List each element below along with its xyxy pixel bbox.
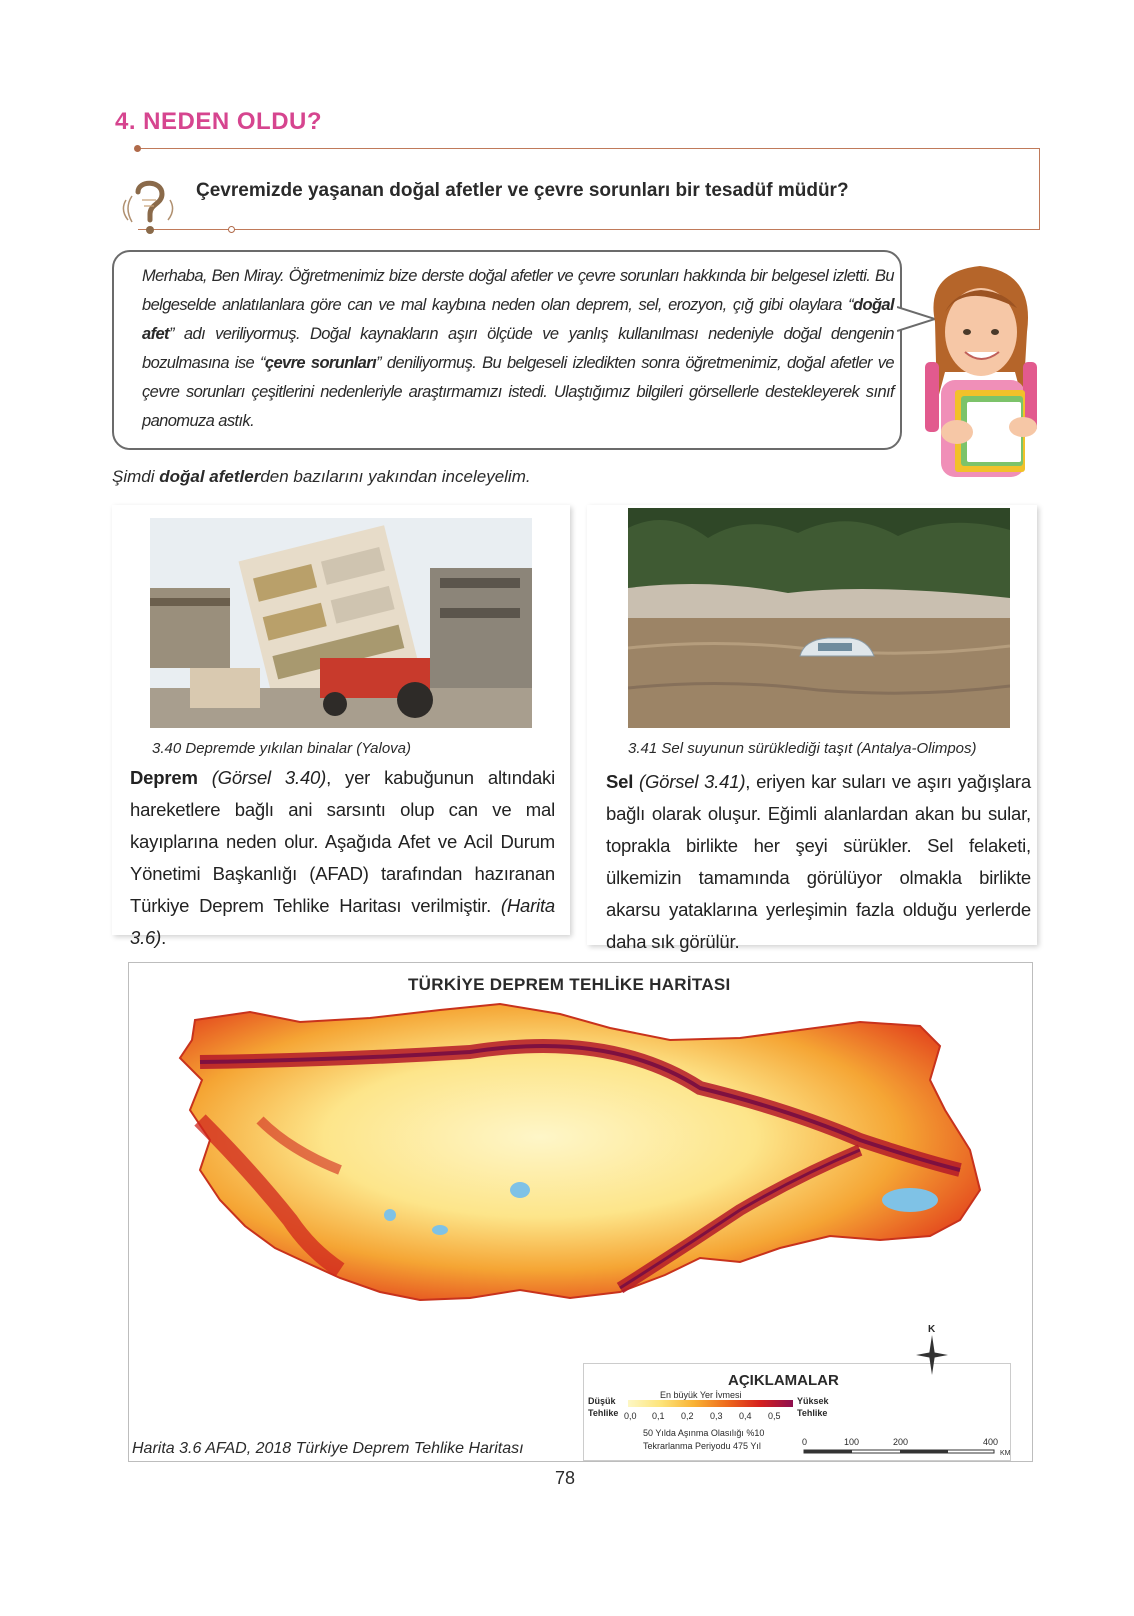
speech-part: Merhaba, Ben Miray. Öğretmenimiz bize derste doğal afetler ve çevre sorunları hakkında bir belgesel izletti. Bu belgeselde anlatılanlara göre can ve mal kaybına neden olan deprem, sel, erozyon, çığ gibi olaylara “ (142, 267, 894, 314)
earthquake-text: , yer kabuğunun altındaki hareketlere bağlı ani sarsıntı olup can ve mal kayıplarına neden olur. Aşağıda Afet ve Acil Durum Yönetimi Başkanlığı (AFAD) tarafından hazıranan Türkiye Deprem Tehlike Haritası verilmiştir. (130, 767, 555, 916)
thinking-question-icon (112, 170, 184, 242)
legend-note: 50 Yılda Aşınma Olasılığı %10 (643, 1428, 765, 1438)
legend-tick: 0,3 (710, 1411, 723, 1421)
question-text: Çevremizde yaşanan doğal afetler ve çevre sorunları bir tesadüf müdür? (196, 180, 849, 201)
section-title: 4. NEDEN OLDU? (115, 108, 323, 135)
legend-tick: 0,0 (624, 1411, 637, 1421)
page-number: 78 (555, 1468, 576, 1488)
legend-title: AÇIKLAMALAR (728, 1372, 839, 1389)
girl-illustration (905, 252, 1055, 477)
flood-photo (628, 508, 1010, 728)
box-dot (228, 226, 235, 233)
flood-caption: 3.41 Sel suyunun sürüklediği taşıt (Antalya-Olimpos) (628, 740, 977, 757)
legend-tick: 0,4 (739, 1411, 752, 1421)
legend-high: Yüksek (797, 1396, 829, 1406)
turkey-hazard-map (140, 1000, 1010, 1330)
intro-bold: doğal afetler (159, 467, 261, 486)
map-title: TÜRKİYE DEPREM TEHLİKE HARİTASI (408, 975, 731, 994)
term-natural-disaster: doğal afet (142, 296, 894, 343)
intro-part: Şimdi (112, 467, 160, 486)
scale-unit: KM (1000, 1450, 1011, 1457)
box-dot (134, 145, 141, 152)
legend-tick: 0,5 (768, 1411, 781, 1421)
north-label: K (928, 1324, 936, 1335)
legend-low: Düşük (588, 1396, 616, 1406)
speech-text (142, 262, 894, 436)
earthquake-term: Deprem (130, 767, 198, 788)
period: . (161, 927, 167, 948)
legend-tick: 0,2 (681, 1411, 694, 1421)
figure-ref: (Görsel 3.40) (211, 767, 327, 788)
scale-label: 400 (983, 1437, 999, 1447)
scale-label: 100 (844, 1437, 860, 1447)
legend-low-2: Tehlike (588, 1408, 619, 1418)
earthquake-paragraph (130, 762, 555, 954)
earthquake-photo (150, 518, 532, 728)
figure-ref: (Görsel 3.41) (639, 771, 746, 792)
map-caption: Harita 3.6 AFAD, 2018 Türkiye Deprem Tehlike Haritası (132, 1440, 524, 1457)
scale-label: 200 (893, 1437, 909, 1447)
legend-tick: 0,1 (652, 1411, 665, 1421)
legend-note-2: Tekrarlanma Periyodu 475 Yıl (643, 1441, 761, 1451)
intro-part: den bazılarını yakından inceleyelim. (260, 467, 531, 486)
legend-high-2: Tehlike (797, 1408, 828, 1418)
legend-subtitle: En büyük Yer İvmesi (660, 1390, 742, 1400)
flood-paragraph (606, 766, 1031, 958)
term-environment-problems: çevre sorunları (264, 354, 377, 372)
flood-term: Sel (606, 771, 634, 792)
earthquake-caption: 3.40 Depremde yıkılan binalar (Yalova) (152, 740, 412, 757)
intro-text (112, 467, 531, 487)
map-ref: (Harita 3.6) (130, 895, 555, 948)
speech-part: ” deniliyormuş. Bu belgeseli izledikten sonra öğretmenimiz, doğal afetler ve çevre sorunları çeşitlerini nedenleriyle araştırmamızı istedi. Ulaştığımız bilgileri görsellerle destekleyerek sınıf panomuza astık. (142, 354, 895, 430)
scale-label: 0 (802, 1437, 808, 1447)
legend-color-bar (628, 1400, 793, 1407)
speech-part: ” adı veriliyormuş. Doğal kaynakların aşırı ölçüde ve yanlış kullanılması nedeniyle doğal dengenin bozulmasına ise “ (142, 325, 894, 372)
flood-text: , eriyen kar suları ve aşırı yağışlara bağlı olarak oluşur. Eğimli alanlardan akan bu sular, toprakla birlikte her şeyi sürükler. Sel felaketi, ülkemizin tamamında görülüyor olmakla birlikte akarsu yataklarına yerleşimin fazla olduğu yerlerde daha sık görülür. (606, 771, 1031, 952)
